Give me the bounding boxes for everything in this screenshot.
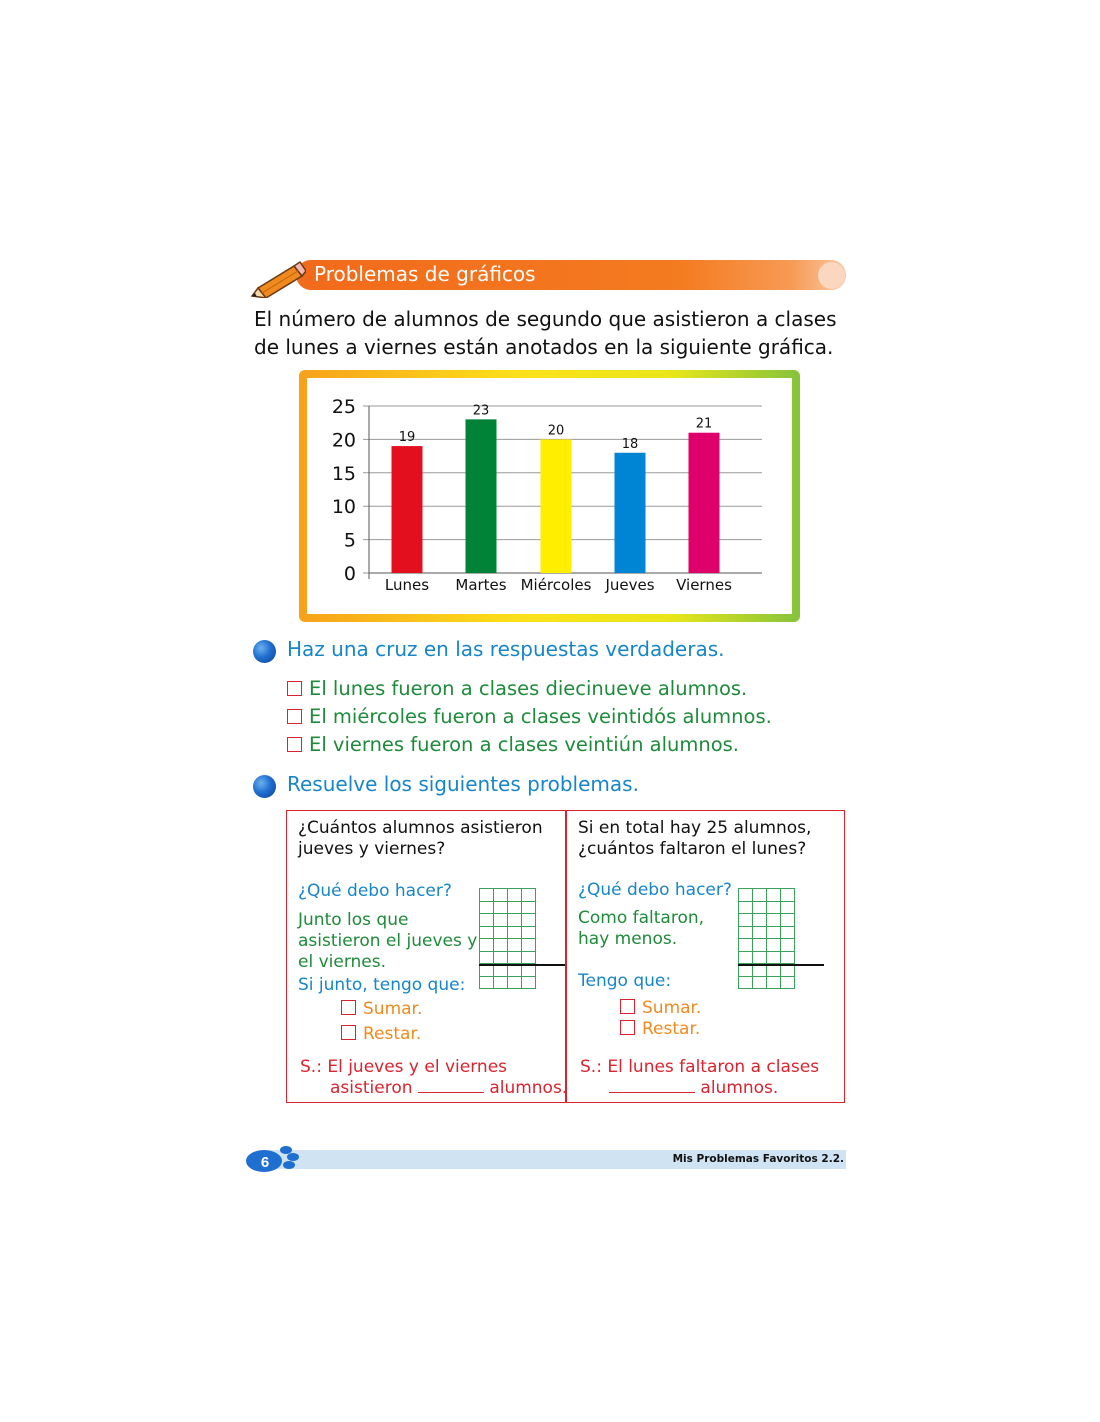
problem1-prompt: Si junto, tengo que: bbox=[298, 975, 466, 995]
problems-divider bbox=[565, 810, 567, 1103]
checkbox-option-1[interactable] bbox=[287, 676, 747, 702]
checkbox[interactable] bbox=[341, 1025, 356, 1040]
y-tick-label: 20 bbox=[331, 429, 356, 452]
option-text: Sumar. bbox=[363, 999, 423, 1019]
option-text: El lunes fueron a clases diecinueve alumnos. bbox=[309, 677, 748, 700]
answer-blank[interactable] bbox=[609, 1092, 695, 1093]
solution-unit: alumnos. bbox=[489, 1078, 568, 1098]
option-text: Restar. bbox=[363, 1024, 422, 1044]
bar-miércoles bbox=[541, 439, 572, 573]
problem1-reason-line3: el viernes. bbox=[298, 952, 387, 972]
bar-lunes bbox=[392, 446, 423, 573]
checkbox[interactable] bbox=[287, 681, 302, 696]
y-tick-label: 5 bbox=[343, 529, 356, 552]
bar-viernes bbox=[689, 433, 720, 573]
problem1-reason-line2: asistieron el jueves y bbox=[298, 931, 478, 951]
data-label: 18 bbox=[621, 436, 639, 452]
x-category-label: Viernes bbox=[676, 576, 732, 594]
problem2-how-label: ¿Qué debo hacer? bbox=[578, 880, 732, 900]
problem2-reason-line2: hay menos. bbox=[578, 929, 678, 949]
problem2-solution-line2 bbox=[609, 1078, 778, 1099]
operation-line bbox=[738, 964, 824, 966]
problem2-question-line1: Si en total hay 25 alumnos, bbox=[578, 818, 812, 838]
page-title: Problemas de gráficos bbox=[314, 262, 536, 286]
problem1-work-grid[interactable] bbox=[479, 888, 536, 989]
problem2-solution-line1: S.: El lunes faltaron a clases bbox=[580, 1057, 820, 1077]
x-category-label: Martes bbox=[455, 576, 507, 594]
bar-martes bbox=[466, 419, 497, 573]
intro-text: El número de alumnos de segundo que asistieron a clases de lunes a viernes están anotados en la siguiente gráfica. bbox=[254, 307, 837, 359]
bar-chart bbox=[299, 370, 800, 622]
problem2-option-add[interactable] bbox=[620, 998, 701, 1018]
checkbox-option-3[interactable] bbox=[287, 732, 739, 758]
page-number: 6 bbox=[260, 1154, 270, 1171]
checkbox[interactable] bbox=[287, 737, 302, 752]
banner-cap bbox=[818, 262, 845, 289]
problem1-question-line2: jueves y viernes? bbox=[298, 839, 446, 859]
y-tick-label: 25 bbox=[331, 396, 356, 418]
problem2-option-subtract[interactable] bbox=[620, 1019, 700, 1039]
problem1-reason-line1: Junto los que bbox=[298, 910, 409, 930]
book-title: Mis Problemas Favoritos 2.2. bbox=[672, 1153, 844, 1165]
data-label: 19 bbox=[398, 430, 416, 446]
instruction-true-answers: Haz una cruz en las respuestas verdaderas. bbox=[287, 637, 725, 661]
problem1-option-add[interactable] bbox=[341, 999, 422, 1019]
solution-unit: alumnos. bbox=[700, 1078, 779, 1098]
instruction-solve: Resuelve los siguientes problemas. bbox=[287, 772, 639, 796]
data-label: 20 bbox=[547, 423, 565, 439]
option-text: Restar. bbox=[642, 1019, 701, 1039]
problem2-question-line2: ¿cuántos faltaron el lunes? bbox=[578, 839, 807, 859]
problem1-solution-line2 bbox=[330, 1078, 567, 1099]
data-label: 21 bbox=[695, 416, 713, 432]
y-tick-label: 0 bbox=[343, 563, 356, 585]
problem1-question-line1: ¿Cuántos alumnos asistieron bbox=[298, 818, 543, 838]
bullet-icon bbox=[253, 640, 276, 663]
option-text: El miércoles fueron a clases veintidós alumnos. bbox=[309, 705, 772, 728]
answer-blank[interactable] bbox=[418, 1092, 484, 1093]
y-tick-label: 15 bbox=[331, 462, 356, 485]
bullet-icon bbox=[253, 775, 276, 798]
pencil-icon bbox=[250, 258, 306, 298]
problem1-solution-line1: S.: El jueves y el viernes bbox=[300, 1057, 508, 1077]
problem2-work-grid[interactable] bbox=[738, 888, 795, 989]
data-label: 23 bbox=[472, 403, 490, 419]
checkbox[interactable] bbox=[620, 1020, 635, 1035]
x-category-label: Miércoles bbox=[520, 576, 592, 594]
problem2-reason-line1: Como faltaron, bbox=[578, 908, 705, 928]
operation-line bbox=[479, 964, 565, 966]
checkbox-option-2[interactable] bbox=[287, 704, 772, 730]
bar-jueves bbox=[615, 453, 646, 573]
option-text: Sumar. bbox=[642, 998, 702, 1018]
x-category-label: Lunes bbox=[384, 576, 430, 594]
bar-chart-svg bbox=[299, 370, 800, 622]
problem2-prompt: Tengo que: bbox=[578, 971, 672, 991]
paw-print-icon bbox=[243, 1142, 303, 1174]
option-text: El viernes fueron a clases veintiún alumnos. bbox=[309, 733, 739, 756]
checkbox[interactable] bbox=[620, 999, 635, 1014]
checkbox[interactable] bbox=[341, 1000, 356, 1015]
problem1-option-subtract[interactable] bbox=[341, 1024, 421, 1044]
solution-text: asistieron bbox=[330, 1078, 413, 1098]
y-tick-label: 10 bbox=[331, 496, 356, 519]
problem1-how-label: ¿Qué debo hacer? bbox=[298, 881, 452, 901]
x-category-label: Jueves bbox=[605, 576, 655, 594]
checkbox[interactable] bbox=[287, 709, 302, 724]
